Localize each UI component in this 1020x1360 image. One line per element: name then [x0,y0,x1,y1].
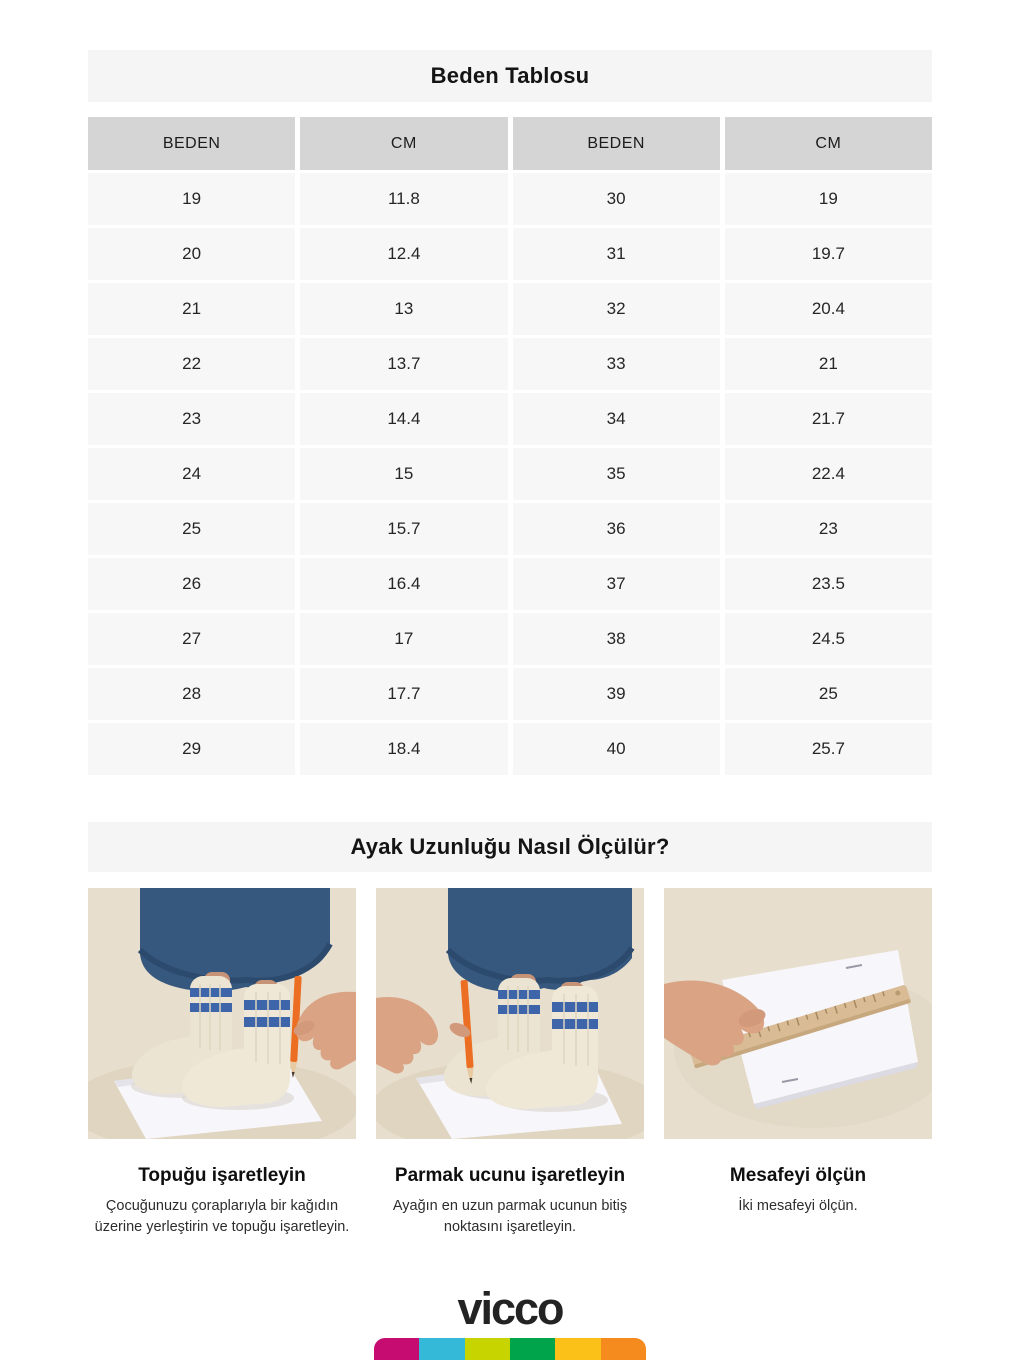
color-segment [465,1338,510,1360]
size-cell: 22.4 [725,448,932,500]
brand-color-bar [374,1338,646,1360]
step-description: İki mesafeyi ölçün. [738,1198,858,1214]
size-cell: 25.7 [725,723,932,775]
mark-toe-photo [376,888,644,1139]
measure-distance-photo [664,888,932,1139]
size-cell: 40 [513,723,720,775]
size-cell: 24.5 [725,613,932,665]
vicco-logo: vicco [457,1283,563,1334]
size-table-title: Beden Tablosu [430,63,590,88]
size-table [88,117,932,775]
color-segment [555,1338,600,1360]
size-cell: 21 [88,283,295,335]
size-cell: 36 [513,503,720,555]
size-cell: 20.4 [725,283,932,335]
step-description: Çocuğunuzu çoraplarıyla bir kağıdın üzerine yerleştirin ve topuğu işaretleyin. [94,1198,350,1236]
size-cell: 20 [88,228,295,280]
size-cell: 11.8 [300,173,507,225]
mark-heel-photo [88,888,356,1139]
size-cell: 34 [513,393,720,445]
size-cell: 17 [300,613,507,665]
size-cell: 28 [88,668,295,720]
size-cell: 18.4 [300,723,507,775]
size-cell: 23.5 [725,558,932,610]
size-table-banner [88,50,932,102]
size-cell: 22 [88,338,295,390]
size-cell: 17.7 [300,668,507,720]
measure-section-banner [88,822,932,872]
size-cell: 37 [513,558,720,610]
size-cell: 19 [88,173,295,225]
column-header-cm-1: CM [300,117,507,170]
size-cell: 15 [300,448,507,500]
size-cell: 39 [513,668,720,720]
step-measure-distance [664,888,932,1238]
size-cell: 33 [513,338,720,390]
size-cell: 14.4 [300,393,507,445]
size-cell: 27 [88,613,295,665]
size-cell: 12.4 [300,228,507,280]
size-cell: 31 [513,228,720,280]
step-title: Mesafeyi ölçün [729,1165,867,1186]
size-cell: 19.7 [725,228,932,280]
step-mark-heel [88,888,356,1238]
step-description: Ayağın en uzun parmak ucunun bitiş noktasını işaretleyin. [392,1198,628,1236]
color-segment [510,1338,555,1360]
column-header-cm-2: CM [725,117,932,170]
size-cell: 38 [513,613,720,665]
size-cell: 24 [88,448,295,500]
measure-steps [88,888,932,1238]
size-cell: 25 [725,668,932,720]
color-segment [374,1338,419,1360]
size-cell: 13 [300,283,507,335]
size-cell: 23 [725,503,932,555]
size-cell: 26 [88,558,295,610]
column-header-beden-1: BEDEN [88,117,295,170]
size-cell: 15.7 [300,503,507,555]
size-cell: 35 [513,448,720,500]
size-cell: 23 [88,393,295,445]
size-cell: 21 [725,338,932,390]
size-cell: 32 [513,283,720,335]
size-cell: 25 [88,503,295,555]
step-mark-toe [376,888,644,1238]
size-cell: 30 [513,173,720,225]
size-cell: 19 [725,173,932,225]
step-title: Parmak ucunu işaretleyin [394,1165,626,1186]
size-cell: 16.4 [300,558,507,610]
size-cell: 29 [88,723,295,775]
size-cell: 13.7 [300,338,507,390]
size-cell: 21.7 [725,393,932,445]
measure-section-title: Ayak Uzunluğu Nasıl Ölçülür? [350,834,670,859]
color-segment [419,1338,464,1360]
color-segment [601,1338,646,1360]
step-title: Topuğu işaretleyin [138,1165,306,1186]
column-header-beden-2: BEDEN [513,117,720,170]
